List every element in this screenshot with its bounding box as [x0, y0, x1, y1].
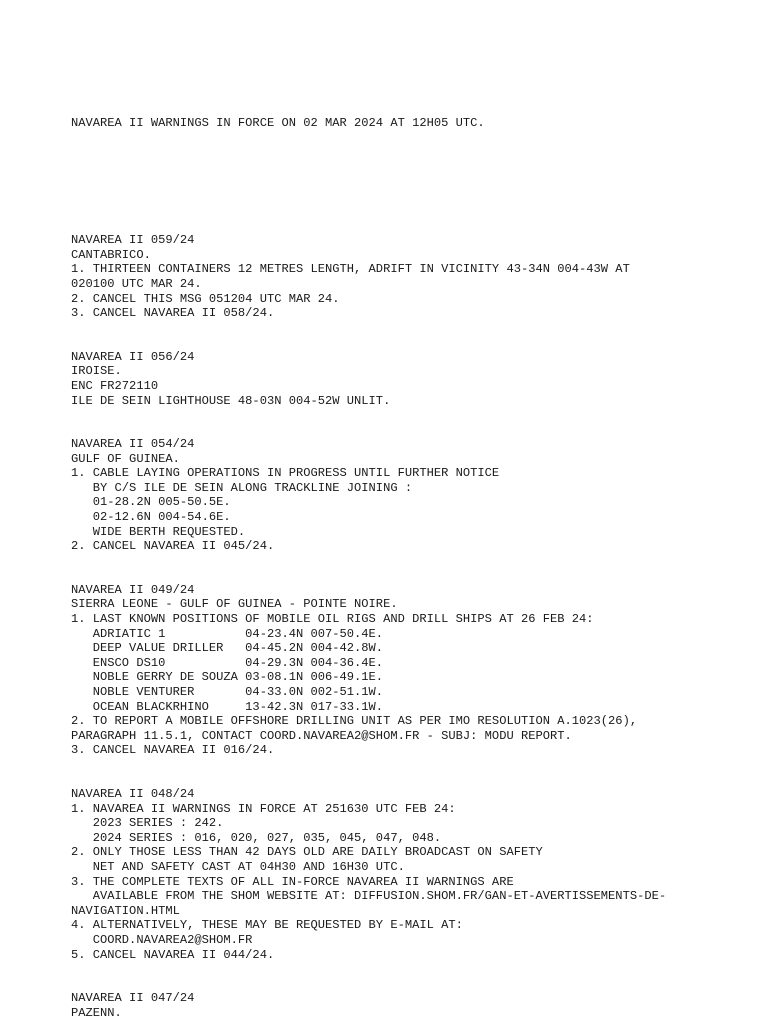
warning-line: NET AND SAFETY CAST AT 04H30 AND 16H30 UTC.	[71, 859, 405, 874]
warning-line: 01-28.2N 005-50.5E.	[71, 495, 231, 510]
warning-line: 3. CANCEL NAVAREA II 058/24.	[71, 306, 275, 321]
warning-line: 2023 SERIES : 242.	[71, 816, 224, 831]
warning-line: NOBLE VENTURER 04-33.0N 002-51.1W.	[71, 685, 384, 699]
spacer	[71, 758, 751, 787]
spacer	[71, 554, 751, 583]
warning-line: 5. CANCEL NAVAREA II 044/24.	[71, 947, 275, 962]
warning-line: OCEAN BLACKRHINO 13-42.3N 017-33.1W.	[71, 699, 384, 714]
warning-line: 020100 UTC MAR 24.	[71, 276, 202, 291]
spacer	[71, 160, 751, 204]
document-header: NAVAREA II WARNINGS IN FORCE ON 02 MAR 2024 AT 12H05 UTC.	[71, 116, 485, 131]
warning-line: CANTABRICO.	[71, 247, 151, 262]
warning-block	[71, 437, 751, 554]
spacer	[71, 962, 751, 991]
warning-line: ENSCO DS10 04-29.3N 004-36.4E.	[71, 655, 384, 670]
warning-line: PAZENN.	[71, 1005, 122, 1020]
warning-line: ADRIATIC 1 04-23.4N 007-50.4E.	[71, 626, 384, 641]
warning-line: AVAILABLE FROM THE SHOM WEBSITE AT: DIFFUSION.SHOM.FR/GAN-ET-AVERTISSEMENTS-DE-	[71, 889, 667, 904]
warning-line: BY C/S ILE DE SEIN ALONG TRACKLINE JOINING :	[71, 480, 413, 495]
warning-line: PARAGRAPH 11.5.1, CONTACT COORD.NAVAREA2@SHOM.FR - SUBJ: MODU REPORT.	[71, 728, 572, 743]
warning-line: 1. CABLE LAYING OPERATIONS IN PROGRESS UNTIL FURTHER NOTICE	[71, 466, 500, 481]
warning-block	[71, 583, 751, 758]
spacer	[71, 408, 751, 437]
warning-block	[71, 350, 751, 408]
warning-line: WIDE BERTH REQUESTED.	[71, 524, 246, 539]
warning-id: NAVAREA II 047/24	[71, 991, 195, 1006]
warning-block	[71, 787, 751, 962]
warning-line: DEEP VALUE DRILLER 04-45.2N 004-42.8W.	[71, 641, 384, 656]
warning-line: NAVIGATION.HTML	[71, 903, 180, 918]
spacer	[71, 321, 751, 350]
warning-line: SIERRA LEONE - GULF OF GUINEA - POINTE NOIRE.	[71, 597, 398, 612]
warning-line: ILE DE SEIN LIGHTHOUSE 48-03N 004-52W UNLIT.	[71, 393, 391, 408]
warning-line: ENC FR272110	[71, 378, 159, 393]
warning-id: NAVAREA II 056/24	[71, 349, 195, 364]
warning-line: 3. CANCEL NAVAREA II 016/24.	[71, 743, 275, 758]
warning-line: 2024 SERIES : 016, 020, 027, 035, 045, 047, 048.	[71, 830, 442, 845]
warning-line: GULF OF GUINEA.	[71, 451, 180, 466]
warning-id: NAVAREA II 048/24	[71, 786, 195, 801]
warning-line: 2. ONLY THOSE LESS THAN 42 DAYS OLD ARE DAILY BROADCAST ON SAFETY	[71, 845, 543, 860]
warning-line: 4. ALTERNATIVELY, THESE MAY BE REQUESTED BY E-MAIL AT:	[71, 918, 463, 933]
warning-line: NOBLE GERRY DE SOUZA 03-08.1N 006-49.1E.	[71, 670, 384, 685]
warning-line: 2. CANCEL NAVAREA II 045/24.	[71, 539, 275, 554]
warning-line: 2. CANCEL THIS MSG 051204 UTC MAR 24.	[71, 291, 340, 306]
warning-line: 2. TO REPORT A MOBILE OFFSHORE DRILLING UNIT AS PER IMO RESOLUTION A.1023(26),	[71, 714, 638, 729]
warning-id: NAVAREA II 049/24	[71, 582, 195, 597]
warning-id: NAVAREA II 059/24	[71, 233, 195, 248]
warning-line: 1. LAST KNOWN POSITIONS OF MOBILE OIL RIGS AND DRILL SHIPS AT 26 FEB 24:	[71, 612, 594, 627]
warning-id: NAVAREA II 054/24	[71, 437, 195, 452]
warning-block	[71, 991, 751, 1020]
warning-line: 3. THE COMPLETE TEXTS OF ALL IN-FORCE NAVAREA II WARNINGS ARE	[71, 874, 514, 889]
warnings-list	[71, 233, 751, 1020]
document-page	[71, 87, 751, 1035]
warning-line: COORD.NAVAREA2@SHOM.FR	[71, 932, 253, 947]
warning-line: 1. NAVAREA II WARNINGS IN FORCE AT 251630 UTC FEB 24:	[71, 801, 456, 816]
warning-line: 02-12.6N 004-54.6E.	[71, 510, 231, 525]
warning-line: 1. THIRTEEN CONTAINERS 12 METRES LENGTH, ADRIFT IN VICINITY 43-34N 004-43W AT	[71, 262, 630, 277]
warning-line: IROISE.	[71, 364, 122, 379]
warning-block	[71, 233, 751, 321]
